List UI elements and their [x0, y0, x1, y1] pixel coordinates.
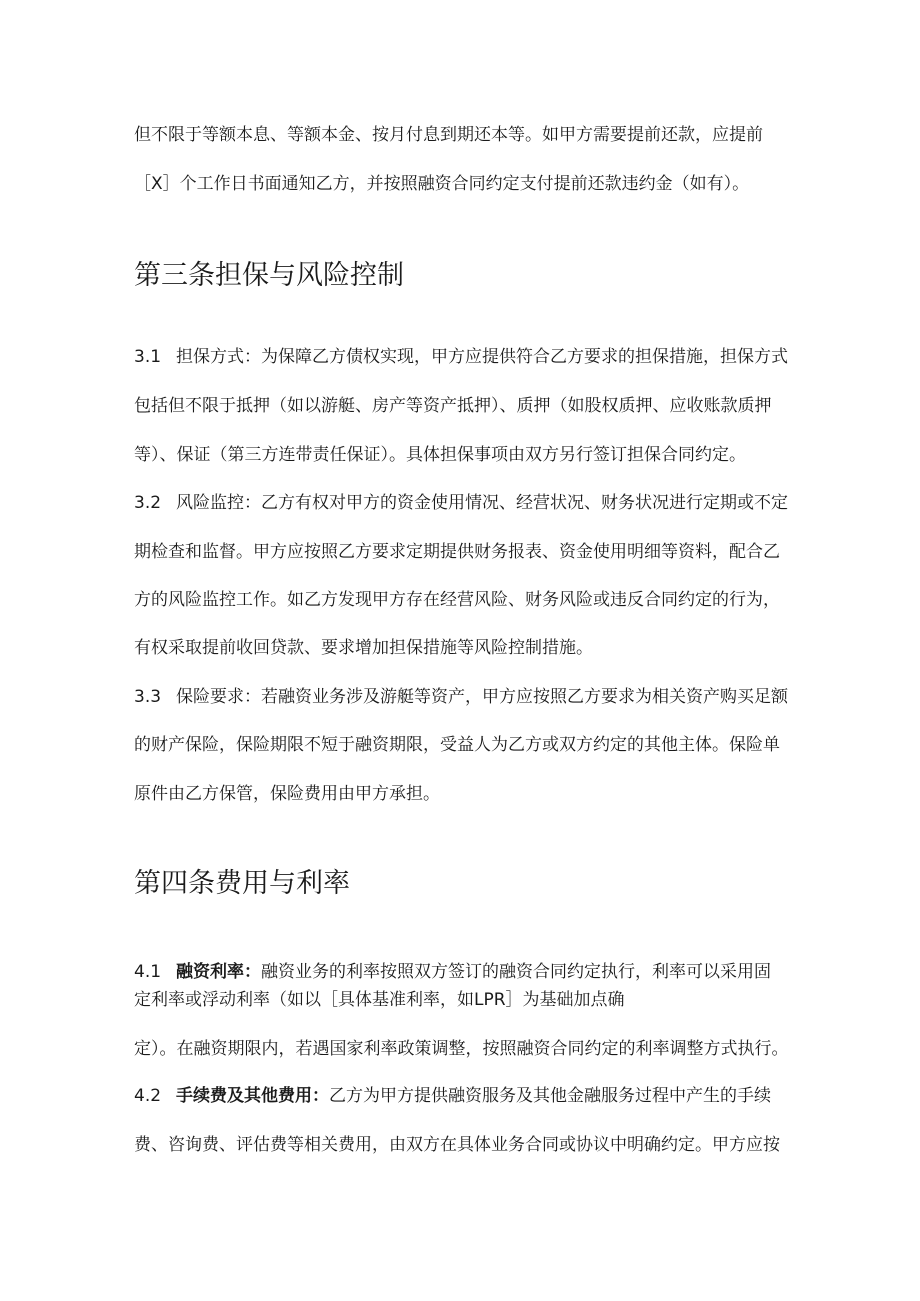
- clause-3-2-line-3: 方的风险监控工作。如乙方发现甲方存在经营风险、财务风险或违反合同约定的行为，: [134, 590, 780, 610]
- clause-3-2-line-1: [134, 491, 794, 515]
- clause-4-1-line-2: 定利率或浮动利率（如以［具体基准利率，如LPR］为基础加点确: [134, 990, 625, 1010]
- clause-text: 融资业务的利率按照双方签订的融资合同约定执行，利率可以采用固: [261, 962, 771, 982]
- paragraph-line: 但不限于等额本息、等额本金、按月付息到期还本等。如甲方需要提前还款，应提前: [134, 125, 763, 145]
- clause-3-1-line-3: 等）、保证（第三方连带责任保证）。具体担保事项由双方另行签订担保合同约定。: [134, 445, 746, 465]
- clause-4-1-line-1: [134, 960, 794, 984]
- clause-3-3-line-3: 原件由乙方保管，保险费用由甲方承担。: [134, 784, 440, 804]
- clause-number: 4.2: [134, 1086, 162, 1106]
- clause-3-3-line-1: [134, 685, 794, 709]
- clause-text: 担保方式：为保障乙方债权实现，甲方应提供符合乙方要求的担保措施，担保方式: [176, 347, 788, 367]
- section-heading-4: 第四条费用与利率: [134, 868, 350, 899]
- clause-number: 3.1: [134, 347, 162, 367]
- clause-text: 风险监控：乙方有权对甲方的资金使用情况、经营状况、财务状况进行定期或不定: [176, 493, 788, 513]
- clause-3-1-line-1: [134, 345, 794, 369]
- section-heading-3: 第三条担保与风险控制: [134, 260, 404, 291]
- clause-label: 融资利率：: [176, 962, 261, 982]
- clause-number: 3.3: [134, 687, 162, 707]
- clause-4-2-line-2: 费、咨询费、评估费等相关费用，由双方在具体业务合同或协议中明确约定。甲方应按: [134, 1135, 780, 1155]
- clause-4-1-line-3: 定）。在融资期限内，若遇国家利率政策调整，按照融资合同约定的利率调整方式执行。: [134, 1039, 789, 1059]
- clause-number: 3.2: [134, 493, 162, 513]
- clause-3-2-line-2: 期检查和监督。甲方应按照乙方要求定期提供财务报表、资金使用明细等资料，配合乙: [134, 542, 780, 562]
- clause-3-1-line-2: 包括但不限于抵押（如以游艇、房产等资产抵押）、质押（如股权质押、应收账款质押: [134, 396, 772, 416]
- clause-number: 4.1: [134, 962, 162, 982]
- clause-4-2-line-1: [134, 1084, 794, 1108]
- paragraph-line: ［X］个工作日书面通知乙方，并按照融资合同约定支付提前还款违约金（如有）。: [134, 174, 750, 194]
- clause-text: 乙方为甲方提供融资服务及其他金融服务过程中产生的手续: [329, 1086, 771, 1106]
- clause-3-2-line-4: 有权采取提前收回贷款、要求增加担保措施等风险控制措施。: [134, 638, 593, 658]
- clause-label: 手续费及其他费用：: [176, 1086, 329, 1106]
- clause-3-3-line-2: 的财产保险，保险期限不短于融资期限，受益人为乙方或双方约定的其他主体。保险单: [134, 735, 780, 755]
- clause-text: 保险要求：若融资业务涉及游艇等资产，甲方应按照乙方要求为相关资产购买足额: [176, 687, 788, 707]
